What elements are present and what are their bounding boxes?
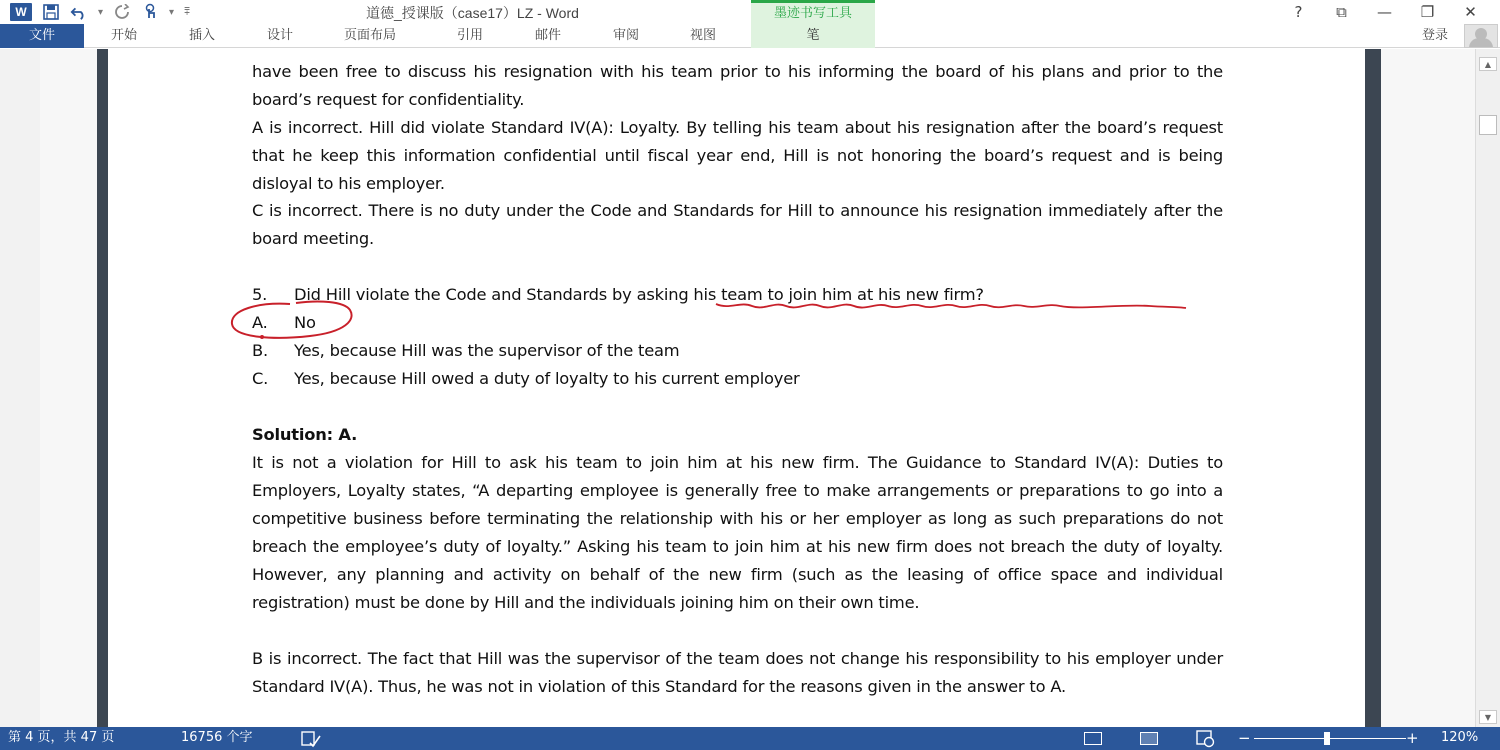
option-text: Yes, because Hill was the supervisor of the team: [294, 341, 680, 360]
tab-insert[interactable]: 插入: [189, 28, 216, 43]
option-label: B.: [252, 341, 268, 360]
customize-qat-icon[interactable]: ⩱: [184, 6, 190, 18]
question-5[interactable]: [252, 281, 1223, 309]
zoom-slider[interactable]: [1254, 738, 1406, 739]
tab-file[interactable]: 文件: [0, 24, 84, 48]
left-margin-area: [0, 49, 40, 727]
title-bar: [0, 0, 1500, 24]
web-layout-icon[interactable]: [1196, 727, 1216, 750]
zoom-in-button[interactable]: +: [1406, 729, 1419, 747]
proofing-icon[interactable]: [300, 727, 322, 750]
document-title: 道德_授课版（case17）LZ - Word: [366, 5, 579, 21]
option-text: No: [294, 313, 316, 332]
close-icon[interactable]: ✕: [1464, 3, 1477, 21]
touch-mode-icon[interactable]: [141, 3, 159, 21]
tab-design[interactable]: 设计: [267, 28, 294, 43]
window-controls: [1277, 0, 1492, 24]
avatar[interactable]: [1464, 24, 1498, 48]
zoom-out-button[interactable]: −: [1238, 729, 1251, 747]
help-icon[interactable]: ?: [1294, 3, 1303, 21]
tab-page-layout[interactable]: 页面布局: [344, 28, 397, 43]
question-number: 5.: [252, 285, 268, 304]
paragraph-solution[interactable]: It is not a violation for Hill to ask his team to join him at his new firm. The Guidance to Standard IV(A): Duties to Employers, Loyalty states, “A departing employee is generally free to make arrangements or preparations to go into a competitive business before terminating the relationship with his or her employer as long as such preparations do not breach the employee’s duty of loyalty.” Asking his team to join him at his new firm does not breach the duty of loyalty. However, any planning and activity on behalf of the new firm (such as the leasing of office space and individual registration) must be done by Hill and the individuals joining him on their own time.: [252, 453, 1223, 612]
ribbon-tab-bar: [0, 24, 1500, 48]
question-text: Did Hill violate the Code and Standards by asking his team to join him at his new firm?: [294, 285, 984, 304]
option-text: Yes, because Hill owed a duty of loyalty to his current employer: [294, 369, 800, 388]
ribbon-display-options-icon[interactable]: ⧉: [1336, 3, 1347, 21]
option-label: C.: [252, 369, 269, 388]
scrollbar-thumb[interactable]: [1479, 115, 1497, 135]
paragraph-c-incorrect[interactable]: C is incorrect. There is no duty under the Code and Standards for Hill to announce his resignation immediately after the board meeting.: [252, 201, 1223, 248]
word-count[interactable]: 16756 个字: [181, 730, 253, 745]
undo-dropdown-icon[interactable]: ▾: [98, 6, 104, 18]
vertical-scrollbar[interactable]: [1475, 49, 1500, 727]
quick-access-toolbar: [10, 2, 190, 22]
save-icon[interactable]: [42, 3, 60, 21]
tab-references[interactable]: 引用: [457, 28, 484, 43]
ink-tools-group-title: 墨迹书写工具: [751, 0, 875, 24]
print-layout-icon[interactable]: [1140, 732, 1158, 745]
option-c[interactable]: [252, 365, 1223, 393]
sign-in-link[interactable]: 登录: [1421, 28, 1448, 43]
solution-heading[interactable]: Solution: A.: [252, 425, 358, 444]
word-icon[interactable]: W: [10, 3, 32, 21]
paragraph-intro[interactable]: have been free to discuss his resignation with his team prior to his informing the board of his plans and prior to the board’s request for confidentiality.: [252, 62, 1223, 109]
tab-home[interactable]: 开始: [111, 28, 138, 43]
scroll-down-icon[interactable]: ▼: [1479, 710, 1497, 724]
page-count[interactable]: 第 4 页，共 47 页: [8, 730, 115, 745]
undo-icon[interactable]: [70, 3, 88, 21]
minimize-icon[interactable]: —: [1377, 3, 1392, 21]
tab-view[interactable]: 视图: [690, 28, 717, 43]
zoom-level[interactable]: 120%: [1441, 730, 1479, 745]
redo-icon[interactable]: [113, 3, 131, 21]
option-a[interactable]: [252, 309, 1223, 337]
zoom-slider-thumb[interactable]: [1324, 732, 1330, 745]
paragraph-b-incorrect[interactable]: B is incorrect. The fact that Hill was the supervisor of the team does not change his responsibility to his employer under Standard IV(A). Thus, he was not in violation of this Standard for the reasons given in the answer to A.: [252, 649, 1223, 696]
touch-dropdown-icon[interactable]: ▾: [169, 6, 175, 18]
restore-icon[interactable]: ❐: [1420, 3, 1435, 21]
status-bar: [0, 727, 1500, 750]
scroll-up-icon[interactable]: ▲: [1479, 57, 1497, 71]
read-mode-icon[interactable]: [1084, 732, 1102, 745]
page-background: [40, 49, 97, 727]
tab-pen[interactable]: 笔: [751, 24, 875, 48]
option-label: A.: [252, 313, 268, 332]
paragraph-a-incorrect[interactable]: A is incorrect. Hill did violate Standard IV(A): Loyalty. By telling his team about his resignation after the board’s request that he keep this information confidential until fiscal year end, Hill is not honoring the board’s request and is being disloyal to his employer.: [252, 118, 1223, 193]
tab-mailings[interactable]: 邮件: [535, 28, 562, 43]
right-margin-area: [1381, 49, 1475, 727]
tab-review[interactable]: 审阅: [613, 28, 640, 43]
option-b[interactable]: [252, 337, 1223, 365]
